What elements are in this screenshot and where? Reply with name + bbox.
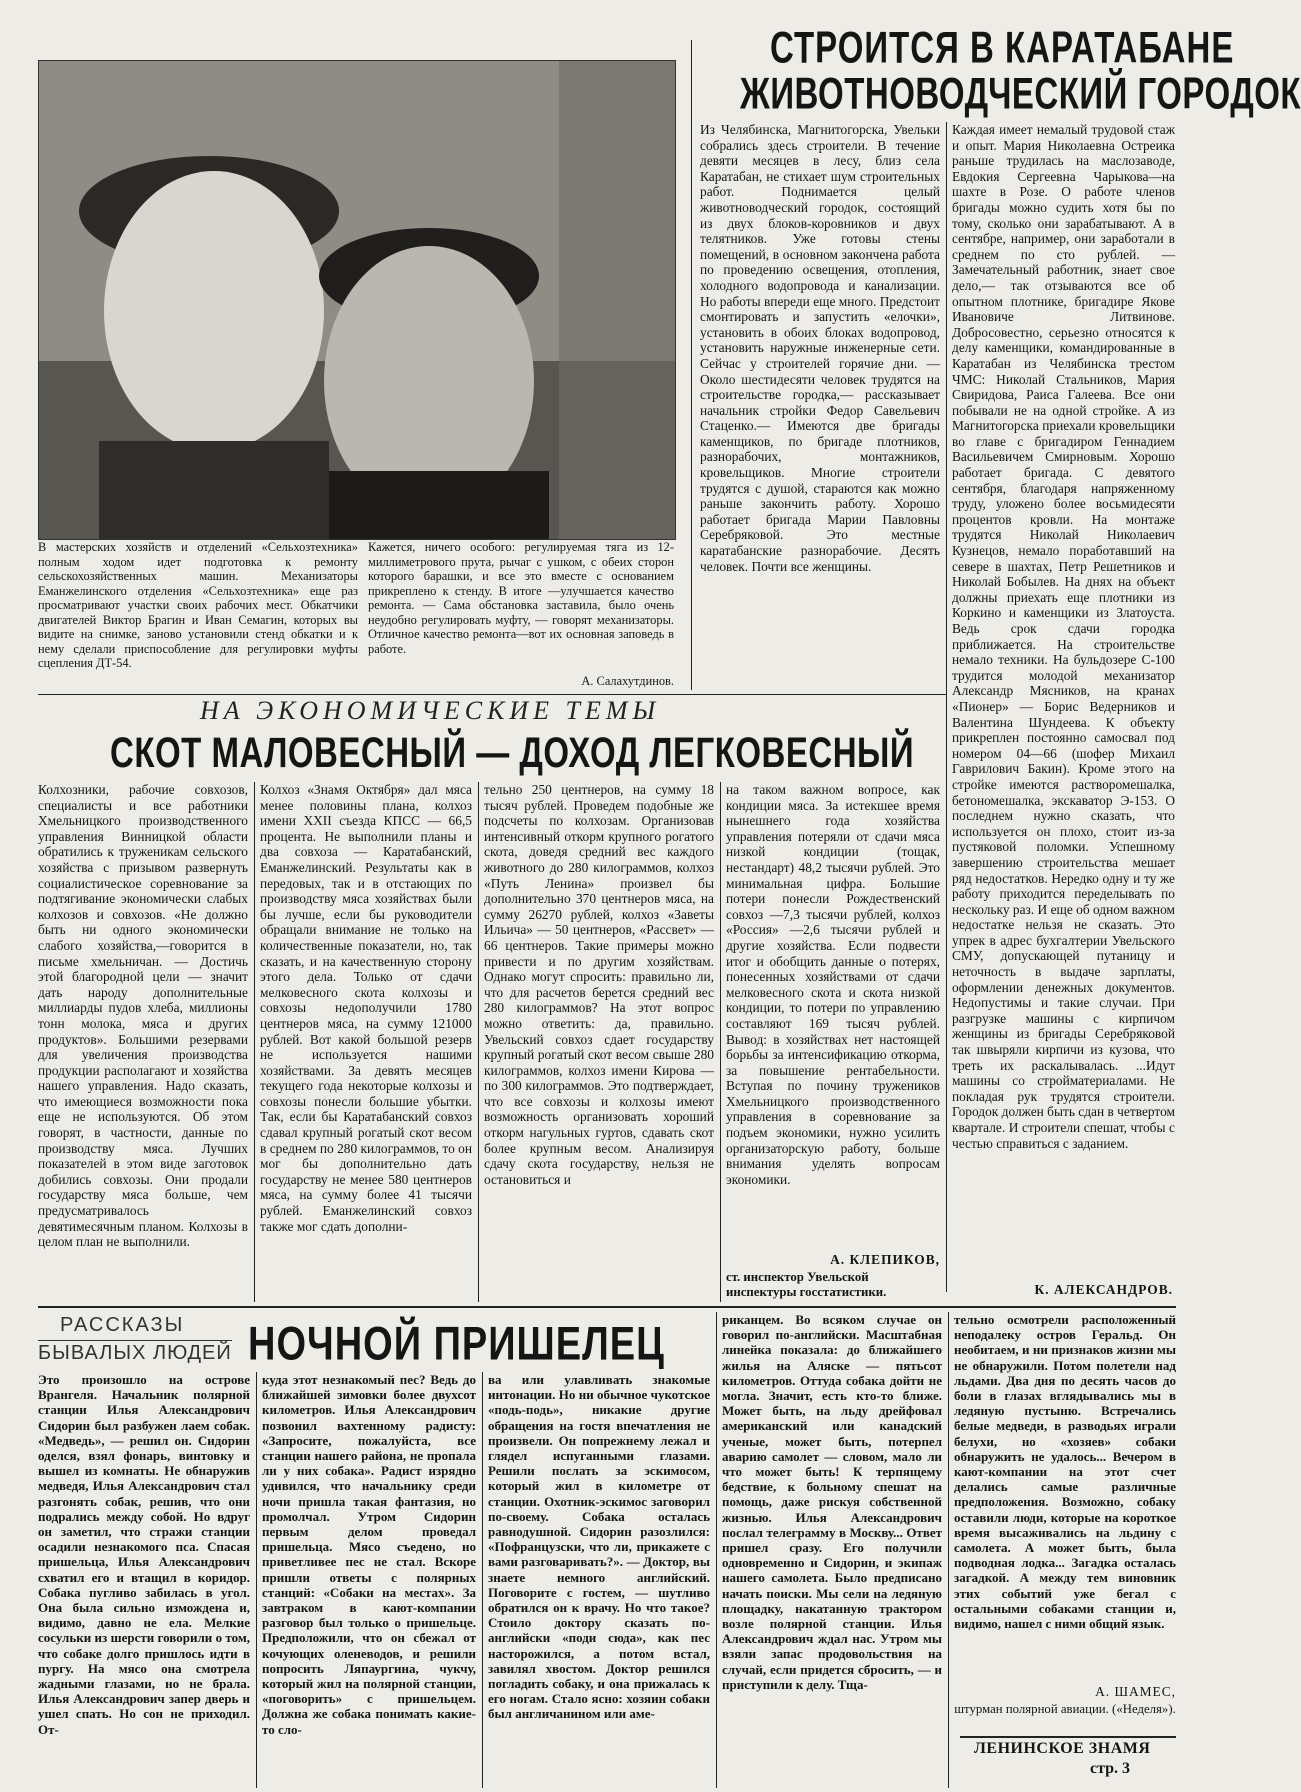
footer-rule (960, 1736, 1176, 1738)
story-title: НОЧНОЙ ПРИШЕЛЕЦ (248, 1318, 665, 1371)
top-article-title-line2: ЖИВОТНОВОДЧЕСКИЙ ГОРОДОК (740, 68, 1301, 118)
story-signature-title: штурман полярной авиации. («Неделя»). (954, 1702, 1176, 1716)
top-article-title-line1: СТРОИТСЯ В КАРАТАБАНЕ (770, 22, 1235, 72)
econ-col4: на таком важном вопросе, как кондиции мяса. За истекшее время нынешнего года хозяйства управления потеряли от сдачи мяса низкой кондиции (тощак, нестандарт) 48,2 тысячи рублей. Это минимальная цифра. Большие потери понесли Рождественский совхоз —7,3 тысячи рублей, колхоз «Россия» —2,6 тысячи рублей и другие хозяйства. Если подвести итог и обобщить данные о потерях, понесенных хозяйствами от сдачи мелковесного скота и скота низкой кондиции, то потери по управлению составляют 169 тысяч рублей. Вывод: в хозяйствах нет настоящей борьбы за интенсификацию откорма, за повышение рентабельности. Вступая по почину тружеников Хмельницкого производственного управления в соревнование за подъем экономики, нужно усилить организаторскую работу, больше внимания уделять вопросам экономики. (726, 782, 940, 1187)
column-rule (254, 782, 255, 1302)
column-rule (948, 1312, 949, 1788)
story-col2: куда этот незнакомый пес? Ведь до ближайшей зимовки более двухсот километров. Илья Александрович позвонил вахтенному радисту: «Запросите, пожалуйста, все станции нашего района, не пропала ли у них собака». Радист изрядно удивился, что начальнику среди ночи пришла такая фантазия, но промолчал. Утром Сидорин первым делом проведал пришельца. Мясо съедено, но приветливее пес не стал. Вскоре пришли ответы с полярных станций: «Собаки на местах». За завтраком в кают-компании разговор был только о пришельце. Предположили, что он сбежал от кочующих оленеводов, и решили попросить Ляпаургина, чукчу, который жил на полярной станции, «поговорить» с пришельцем. Должна же собака понимать какие-то сло- (262, 1372, 476, 1737)
footer-page-number: стр. 3 (1090, 1760, 1131, 1777)
story-col1: Это произошло на острове Врангеля. Начальник полярной станции Илья Александрович Сидорин был разбужен лаем собак. «Медведь», — решил он. Сидорин оделся, взял фонарь, винтовку и вышел из комнаты. Не обнаружив медведя, Илья Александрович стал разгонять собак, решив, что они подрались между собой. Но вдруг он заметил, что стражи станции осадили незнакомого пса. Спасая пришельца, Илья Александрович схватил его и втащил в коридор. Собака пугливо забилась в угол. Она была сильно изможденa и, видимо, давно не ела. Мелкие сосульки из шерсти говорили о том, что собаке долго пришлось идти в пургу. На мясо она смотрела жадными глазами, но не брала. Илья Александрович запер дверь и ушел спать. Но сон не приходил. От- (38, 1372, 250, 1737)
econ-col1: Колхозники, рабочие совхозов, специалисты и все работники Хмельницкого производственного управления Винницкой области обратились к труженикам сельского хозяйства с призывом развернуть социалистическое соревнование за подтягивание экономически слабых колхозов и совхозов. «Не должно быть ни одного экономически слабого хозяйства,—говорится в письме хмельничан. — Достичь этой благородной цели — значит дать народу дополнительные миллиарды пудов хлеба, миллионы тонн молока, мяса и других продуктов». Большими резервами для увеличения производства продукции располагают и хозяйства нашего управления. Надо сказать, что имеющиеся возможности пока еще не используются. Об этом говорят, в частности, данные по производству мяса. Лучших показателей в этом виде заготовок добились совхозы. Они продали государству мяса больше, чем предусматривалось девятимесячным планом. Колхозы в целом план не выполнили. (38, 782, 248, 1250)
news-photo (38, 60, 676, 540)
column-rule (691, 40, 692, 690)
econ-rubric: НА ЭКОНОМИЧЕСКИЕ ТЕМЫ (200, 696, 661, 725)
column-rule (720, 782, 721, 1302)
econ-col3: тельно 250 центнеров, на сумму 18 тысяч рублей. Проведем подобные же подсчеты по колхозам. Организовав интенсивный откорм крупного рогатого скота, доведя средний вес каждого животного до 280 килограммов, колхоз «Путь Ленина» произвел бы дополнительно 370 центнеров мяса, на сумму 26270 рублей, колхоз «Заветы Ильича» — 50 центнеров, «Рассвет» —66 центнеров. Такие примеры можно привести и по другим хозяйствам. Однако могут спросить: правильно ли, что для расчетов берется средний вес 280 килограммов? На этот вопрос можно ответить: да, правильно. Увельский совхоз сдает государству крупный рогатый скот весом свыше 280 килограммов, колхоз имени Кирова — по 300 килограммов. Это подтверждает, что все совхозы и колхозы имеют возможность организовать хороший откорм нагульных гуртов, сдавать скот более крупным весом. Анализируя сдачу скота государству, нельзя не остановиться и (484, 782, 714, 1187)
section-rule (38, 694, 946, 695)
photo-mechanics-image (39, 61, 675, 539)
column-rule (716, 1312, 717, 1788)
top-article-col2: Каждая имеет немалый трудовой стаж и опыт. Мария Николаевна Остреика раньше трудилась на маслозаводе, Евдокия Сергеевна Чарыкова—на шахте в Розе. О работе членов бригады можно судить хотя бы по тому, сколько они зарабатывают. А в сентябре, например, они заработали в среднем по сто рублей. — Замечательный работник, знает свое дело,— так отзываются все об опытном плотнике, бригадире Якове Ивановиче Литвинове. Добросовестно, серьезно относятся к делу каменщики, командированные в Каратабан из Челябинска трестом ЧМС: Николай Стальников, Мария Свиридова, Раиса Галеева. Все они побывали не на одной стройке. А из Магнитогорска приехали кровельщики во главе с бригадиром Геннадием Васильевичем Смирновым. Хорошо работает бригада. С девятого сентября, благодаря напряженному труду, уложено более восьмидесяти процентов кровли. На монтаже трудятся Николай Николаевич Кузнецов, немало поработавший на севере в шахтах, Петр Решетников и Николай Бобылев. На днях на объект должны приехать еще плотники из Коркино и каменщики из Златоуста. Ведь срок сдачи городка приближается. На строительстве немало техники. На бульдозере С-100 трудится молодой механизатор Александр Мясников, на кранах «Пионер» — Борис Ведерников и Валентина Шундеева. К объекту прикреплен постоянно самосвал под номером 04—66 (шофер Михаил Гаврилович Бакин). Кроме этого на стройке имеются растворомешалка, бетономешалка, экскаватор Э-153. О последнем нужно сказать, что используется он плохо, стоит из-за пустяковой поломки. Успешному завершению строительства мешает ряд недостатков. Нередко одну и ту же работу приходится переделывать по нескольку раз. И еще об одном важном недостатке нельзя не сказать. Это упрек в адрес бухгалтерии Увельского СМУ, допускающей путаницу и неточность в выдаче зарплаты, оформлении денежных документов. Недопустимы и такие случаи. При разгрузке машины с кирпичом женщины из бригады Серебряковой так швыряли кирпичи из кузова, что треть их раскалывалась. ...Идут машины со стройматериалами. Не покладая рук трудятся строители. Городок должен быть сдан в четвертом квартале. И строители спешат, чтобы с честью справиться с заданием. (952, 122, 1175, 1151)
column-rule (478, 782, 479, 1302)
column-rule (946, 122, 947, 1292)
column-rule (482, 1372, 483, 1788)
story-rubric-line2: БЫВАЛЫХ ЛЮДЕЙ (38, 1342, 232, 1364)
story-col4: риканцем. Во всяком случае он говорил по-английски. Масштабная линейка показала: до ближайшего жилья на Аляске — пятьсот километров. Оттуда собака дойти не могла. Значит, есть кто-то ближе. Может быть, на льду дрейфовал американский или канадский ученые, может быть, потерпел аварию самолет — словом, мало ли что может быть! К терпящему бедствие, к больному спешат на помощь, даже рискуя собственной жизнью. Илья Александрович послал телеграмму в Москву... Ответ пришел сразу. Его получили одновременно и Сидорин, и экипаж нашего самолета. Было предписано начать поиски. Мы сели на ледяную площадку, накатанную трактором возле полярной станции. Илья Александрович ждал нас. Утром мы взяли запас продовольствия на случай, если придется сбросить, — и приступили к делу. Тща- (722, 1312, 942, 1692)
econ-article-title: СКОТ МАЛОВЕСНЫЙ — ДОХОД ЛЕГКОВЕСНЫЙ (110, 728, 915, 777)
story-col3: ва или улавливать знакомые интонации. Но ни обычное чукотское «подь-подь», никакие другие обращения на гостя впечатления не произвели. Он попрежнему лежал и глядел испуганными глазами. Решили послать за эскимосом, который жил в километре от станции. Охотник-эскимос заговорил по-своему. Собака осталась равнодушной. Сидорин разозлился: «Пофранцузски, что ли, прикажете с вами разговаривать?». — Доктор, вы знаете немного английский. Поговорите с гостем, — шутливо обратился он к врачу. Но что такое? Стоило доктору сказать по-английски «поди сюда», как пес насторожился, а потом встал, завилял хвостом. Доктор решился погладить собаку, и она прижалась к его ногам. Стало ясно: хозяин собаки был англичанином или аме- (488, 1372, 710, 1722)
story-signature: А. ШАМЕС, (1095, 1684, 1176, 1699)
photo-author: А. Салахутдинов. (581, 674, 674, 688)
story-rubric-line1: РАССКАЗЫ (60, 1314, 185, 1336)
photo-caption-col2: Кажется, ничего особого: регулируемая тяга из 12-миллиметрового прута, рычаг с ушком, с обеих сторон которого барашки, и все это вместе с основанием прикреплено к стенду. В итоге —улучшается качество ремонта. — Сама обстановка заставила, было очень неудобно регулировать муфту, — говорят механизаторы. Отличное качество ремонта—вот их основная заповедь в работе. (368, 540, 674, 656)
section-rule (38, 1306, 1176, 1308)
footer-paper-name: ЛЕНИНСКОЕ ЗНАМЯ (974, 1740, 1151, 1757)
econ-signature: А. КЛЕПИКОВ, (830, 1252, 940, 1267)
story-col5: тельно осмотрели расположенный неподалеку остров Геральд. Он необитаем, и ни признаков жизни мы не обнаружили. Потом полетели над льдами. Два дня по десять часов до боли в глазах вглядывались мы в ледяную пустыню. Встречались белые медведи, в разводьях играли белухи, но «хозяев» собаки обнаружить не удалось... Вечером в кают-компании на этот счет делались самые различные предположения. Возможно, собаку оставили люди, которые на короткое время высаживались на льдину с самолета. А может быть, была подводная лодка... Загадка осталась загадкой. А между тем виновник этих событий уже бегал с остальными собаками станции и, видимо, нашел с ними общий язык. (954, 1312, 1176, 1632)
column-rule (256, 1372, 257, 1788)
top-article-signature: К. АЛЕКСАНДРОВ. (1034, 1282, 1173, 1297)
photo-caption-col1: В мастерских хозяйств и отделений «Сельхозтехника» полным ходом идет подготовка к ремонту сельскохозяйственных машин. Механизаторы Еманжелинского отделения «Сельхозтехника» еще раз просматривают участки своих рабочих мест. Обкатчики двигателей Виктор Брагин и Иван Семагин, которых вы видите на снимке, заново установили стенд обкатки и к нему сделали приспособление для регулировки муфты сцепления ДТ-54. (38, 540, 358, 670)
econ-signature-title: ст. инспектор Увельской инспектуры госстатистики. (726, 1270, 887, 1299)
econ-col2: Колхоз «Знамя Октября» дал мяса менее половины плана, колхоз имени XXII съезда КПСС — 66,5 процента. Не выполнили планы и два совхоза — Каратабанский, Еманжелинский. Результаты как в передовых, так и в отстающих по производству мяса хозяйствах были бы лучше, если бы руководители обращали внимание не только на количественные показатели, но, так сказать, и на качественную сторону этого дела. Только от сдачи мелковесного скота колхозы и совхозы недополучили 1780 центнеров мяса, на сумму 121000 рублей. Вот какой большой резерв не используется нашими хозяйствами. За девять месяцев текущего года некоторые колхозы и совхозы понесли большие убытки. Так, если бы Каратабанский совхоз сдавал крупный рогатый скот весом в среднем по 280 килограммов, то он мог бы дополнительно дать государству не менее 580 центнеров мяса, на сумму более 41 тысячи рублей. Еманжелинский совхоз также мог сдать дополни- (260, 782, 472, 1234)
top-article-col1: Из Челябинска, Магнитогорска, Увельки собрались здесь строители. В течение девяти месяцев в лесу, близ села Каратабан, не стихает шум строительных работ. Поднимается целый животноводческий городок, состоящий из двух блоков-коровников и двух телятников. Уже готовы стены помещений, в основном закончена работа по проведению освещения, отопления, холодного водопровода и канализации. Но работы впереди еще много. Предстоит смонтировать и запустить «елочки», установить в обоих блоках водопровод, установить наружные инженерные сети. Сейчас у строителей горячие дни. — Около шестидесяти человек трудятся на строительстве городка,— рассказывает начальник стройки Федор Савельевич Стаценко.— Имеются две бригады каменщиков, по бригаде плотников, разнорабочих, монтажников, кровельщиков. Многие строители трудятся с душой, стараются как можно раньше закончить работу. Хорошо работает бригада Марии Павловны Серебряковой. Это местные каратабанские разнорабочие. Десять человек. Почти все женщины. (700, 122, 940, 574)
